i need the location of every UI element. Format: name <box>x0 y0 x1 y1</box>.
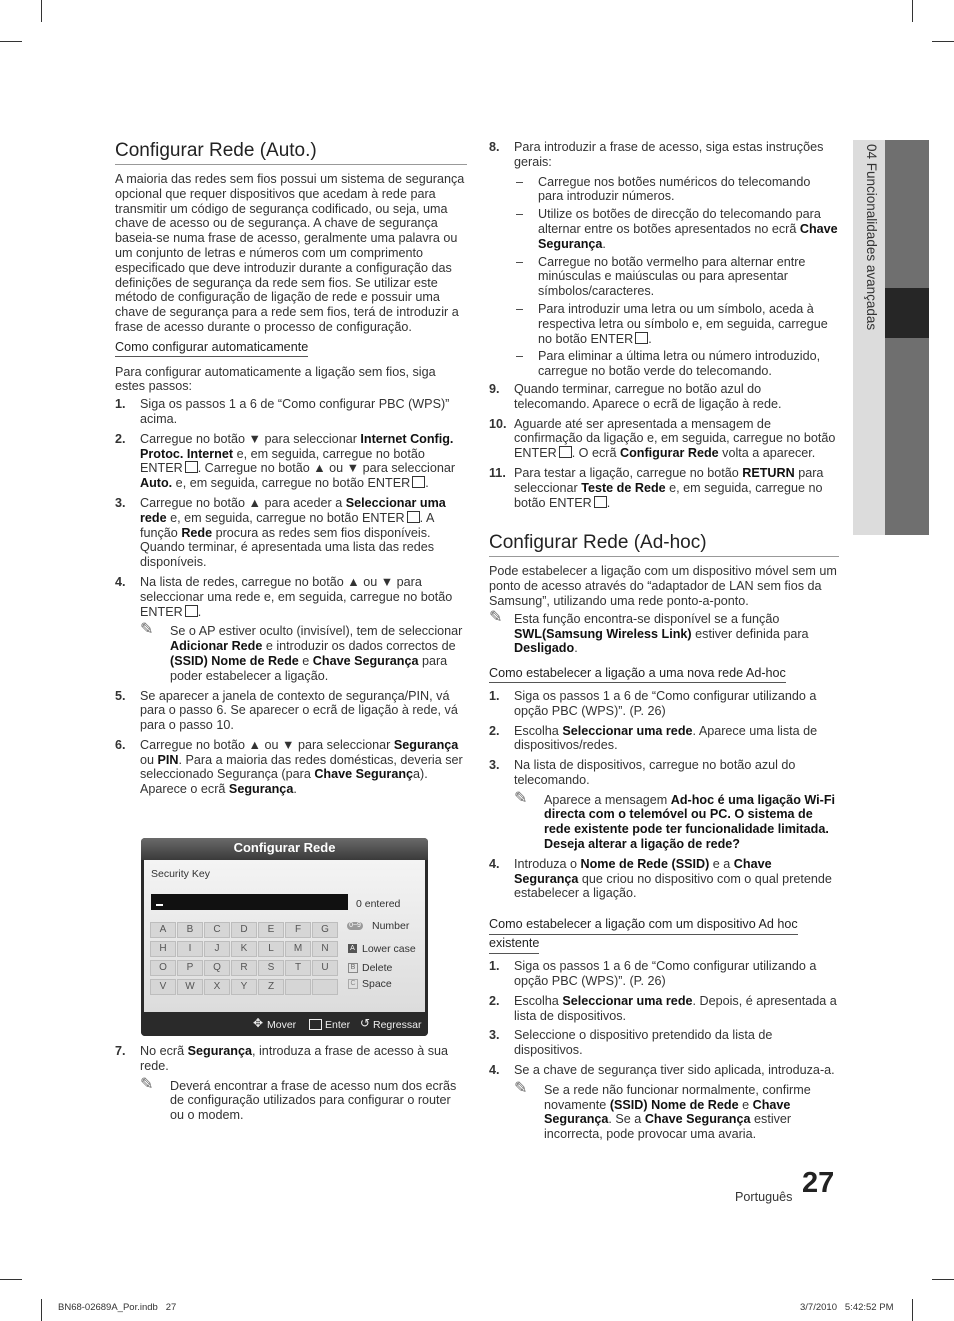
right-column <box>489 140 839 1142</box>
adhoc-step-2 <box>489 724 839 754</box>
dash: – <box>516 301 524 316</box>
yellow-button-icon: C <box>348 979 358 989</box>
option-space[interactable]: Space <box>362 978 392 990</box>
instruction-text: Para introduzir uma letra ou um símbolo, aceda à respectiva letra ou símbolo e, em seguida, carregue no botão <box>538 301 828 346</box>
pencil-note-icon: ✎ <box>140 621 154 639</box>
step-8 <box>489 140 839 379</box>
ui-term: PIN <box>157 752 179 767</box>
keyboard-key[interactable]: U <box>312 960 338 976</box>
footer-move: Mover <box>267 1019 297 1031</box>
pencil-note-icon: ✎ <box>514 789 528 807</box>
enter-icon <box>185 461 198 473</box>
step-text: Carregue no botão ▼ para seleccionar <box>140 431 361 446</box>
existing-step-2 <box>489 994 839 1024</box>
step-1 <box>115 397 467 427</box>
subheading-line-2: existente <box>489 935 539 954</box>
instruction-text: Utilize os botões de direcção do telecomando para alternar entre os botões apresentados no ecrã <box>538 207 821 236</box>
instruction-text: Carregue nos botões numéricos do telecomando para introduzir números. <box>538 174 811 204</box>
ui-term: (SSID) Nome de Rede <box>609 1097 739 1112</box>
dash: – <box>516 207 524 222</box>
note-text: Aparece a mensagem <box>544 792 671 807</box>
ui-term: Internet Config. Protoc. Internet <box>140 431 454 461</box>
keyboard-key[interactable]: Y <box>231 979 257 995</box>
step-text: Quando terminar, carregue no botão azul do telecomando. Aparece o ecrã de ligação à rede. <box>514 381 782 411</box>
keyboard-key[interactable] <box>285 979 311 995</box>
ui-term: Rede <box>181 525 213 540</box>
step-text: . Carregue no botão ▲ ou ▼ para seleccionar <box>197 461 456 476</box>
enter-label: ENTER <box>361 510 405 525</box>
step-text: Escolha <box>514 993 563 1008</box>
ui-term: Auto. <box>140 476 173 491</box>
keyboard-key[interactable]: T <box>285 960 311 976</box>
step-number: 11. <box>489 465 506 480</box>
footer-file: BN68-02689A_Por.indb 27 <box>58 1302 177 1313</box>
keyboard-key[interactable]: K <box>231 941 257 957</box>
step-text: , introduza a frase de acesso à sua rede. <box>140 1044 449 1073</box>
enter-icon <box>594 496 607 508</box>
option-delete[interactable]: Delete <box>362 962 393 974</box>
page-number: 27 <box>802 1167 835 1199</box>
step-text: Siga os passos 1 a 6 de “Como configurar PBC (WPS)” acima. <box>140 397 450 426</box>
step-number: 6. <box>115 737 126 752</box>
entered-count: 0 entered <box>356 898 401 910</box>
instruction-5 <box>514 349 839 379</box>
step-text: para seleccionar <box>514 465 824 495</box>
ui-term: RETURN <box>742 465 795 480</box>
screen-body <box>144 860 425 1012</box>
keyboard-key[interactable]: C <box>204 922 230 938</box>
instruction-2 <box>514 207 839 251</box>
step-6 <box>115 738 467 797</box>
ui-term: Teste de Rede <box>581 480 666 495</box>
left-column-bottom <box>115 1044 467 1123</box>
step-text: Seleccione o dispositivo pretendido da lista de dispositivos. <box>514 1028 773 1058</box>
dash: – <box>516 349 524 364</box>
step-text: Carregue no botão ▲ ou ▼ para seleccionar <box>140 737 394 752</box>
step-7 <box>115 1044 467 1123</box>
lead-paragraph: Para configurar automaticamente a ligação sem fios, siga estes passos: <box>115 364 436 394</box>
enter-label: ENTER <box>590 331 634 346</box>
note-text: para poder estabelecer a ligação. <box>170 653 448 683</box>
ui-term: Seleccionar uma rede <box>140 495 446 525</box>
enter-label: ENTER <box>140 461 183 476</box>
footer-date: 3/7/2010 5:42:52 PM <box>800 1302 894 1313</box>
security-key-input[interactable] <box>151 894 348 910</box>
dash: – <box>516 174 524 189</box>
keyboard-key[interactable]: E <box>258 922 284 938</box>
existing-step-4 <box>489 1063 839 1142</box>
section-title-adhoc: Configurar Rede (Ad-hoc) <box>489 532 839 557</box>
adhoc-intro: Pode estabelecer a ligação com um dispositivo móvel sem um ponto de acesso através do “adaptador de LAN sem fios da Samsung”, utilizando uma rede ponto-a-ponto. <box>489 564 837 608</box>
step-text: Se a chave de segurança tiver sido aplicada, introduza-a. <box>514 1063 835 1078</box>
step-number: 10. <box>489 416 507 431</box>
security-key-screen <box>141 838 428 1036</box>
footer-return: Regressar <box>373 1019 422 1031</box>
existing-step-3 <box>489 1028 839 1058</box>
crop-mark <box>41 0 42 22</box>
screen-footer <box>141 1012 428 1036</box>
enter-icon <box>407 511 420 523</box>
ui-term: Ad-hoc é uma ligação Wi-Fi directa com o telemóvel ou PC. O sistema de rede existente pode ter funcionalidade limitada. Deseja alterar a ligação de rede? <box>544 792 836 852</box>
instruction-4 <box>514 302 839 346</box>
side-tab-blocks <box>885 140 929 535</box>
step-5 <box>115 689 467 733</box>
instruction-text: . <box>602 236 606 251</box>
note-text: estiver incorrecta, pode provocar uma avaria. <box>544 1112 792 1142</box>
ui-term: Chave Segurança <box>514 856 772 886</box>
step-number: 2. <box>115 431 126 446</box>
step-number: 8. <box>489 140 500 154</box>
ui-term: (SSID) Nome de Rede <box>170 653 299 668</box>
step-number: 5. <box>115 688 126 703</box>
keyboard-key[interactable]: R <box>231 960 257 976</box>
ui-term: Chave Seguranç <box>314 767 414 782</box>
step-3 <box>115 496 467 570</box>
ui-term: Configurar Rede <box>619 446 719 461</box>
step-number: 3. <box>489 1028 500 1043</box>
step-text: Siga os passos 1 a 6 de “Como configurar utilizando a opção PBC (WPS)”. (P. 26) <box>514 688 817 718</box>
ui-term: Seleccionar uma rede <box>562 723 693 738</box>
note-text: Deverá encontrar a frase de acesso num dos ecrãs de configuração utilizados para configurar o router ou o modem. <box>170 1078 457 1123</box>
enter-icon <box>635 332 648 344</box>
chapter-tab-label: 04 Funcionalidades avançadas <box>863 144 879 331</box>
note-text: e <box>738 1097 753 1112</box>
step-text: . <box>425 476 429 491</box>
subheading-new-adhoc: Como estabelecer a ligação a uma nova rede Ad-hoc <box>489 666 786 683</box>
note-text: Se a rede não funcionar normalmente, confirme novamente <box>544 1082 811 1112</box>
crop-mark <box>41 1299 42 1321</box>
step-text: a). Aparece o ecrã <box>140 767 428 797</box>
instruction-text: . <box>648 331 652 346</box>
keyboard-key[interactable]: O <box>150 960 176 976</box>
step-number: 4. <box>115 574 126 589</box>
enter-icon <box>309 1019 322 1030</box>
instruction-3 <box>514 255 839 299</box>
left-column <box>115 140 467 797</box>
keyboard-key[interactable]: W <box>177 979 203 995</box>
step-text: procura as redes sem fios disponíveis. Quando terminar, é apresentada uma lista das redes disponíveis. <box>140 525 435 570</box>
step-text: Aguarde até ser apresentada a mensagem de confirmação da ligação e, em seguida, carregue no botão <box>514 416 836 446</box>
ui-term: Chave Segurança <box>644 1112 751 1127</box>
step-text: . Depois, é apresentada a lista de dispositivos. <box>514 993 837 1023</box>
ui-term: Desligado <box>514 641 575 656</box>
step-text: . <box>606 495 611 510</box>
note-text: . Se a <box>608 1112 645 1127</box>
step-number: 4. <box>489 1063 500 1078</box>
keyboard-key[interactable]: H <box>150 941 176 957</box>
step-text: ou <box>140 752 158 767</box>
enter-label: ENTER <box>140 604 183 619</box>
crop-mark <box>0 41 22 42</box>
keyboard-key[interactable]: V <box>150 979 176 995</box>
enter-label: ENTER <box>367 476 411 491</box>
step-number: 7. <box>115 1044 126 1058</box>
step-text: . <box>197 604 202 619</box>
step-text: e a <box>709 856 734 871</box>
text-cursor <box>156 904 163 906</box>
number-button-icon: 0~9 <box>347 922 363 930</box>
footer-enter: Enter <box>325 1019 351 1031</box>
adhoc-note <box>489 608 839 656</box>
ui-term: Chave Segurança <box>544 1097 791 1127</box>
instruction-text: Carregue no botão vermelho para alternar entre minúsculas e maiúsculas ou para apresentar símbolos/caracteres. <box>538 254 806 299</box>
step-text: . Aparece uma lista de dispositivos/redes. <box>514 723 818 753</box>
enter-label: ENTER <box>514 446 557 461</box>
keyboard-key[interactable]: N <box>312 941 338 957</box>
note-step-4 <box>140 621 467 683</box>
step-text: que criou no dispositivo com o qual pretende estabelecer a ligação. <box>514 871 832 901</box>
step-9 <box>489 382 839 412</box>
subheading-line-1: Como estabelecer a ligação com um dispositivo Ad hoc <box>489 916 798 935</box>
step-text: Para introduzir a frase de acesso, siga estas instruções gerais: <box>514 140 824 169</box>
adhoc-step-3 <box>489 758 839 852</box>
pencil-note-icon: ✎ <box>140 1075 154 1093</box>
keyboard-key[interactable]: F <box>285 922 311 938</box>
ui-term: Segurança <box>187 1044 253 1058</box>
keyboard-key[interactable]: X <box>204 979 230 995</box>
ui-term: Chave Segurança <box>312 653 419 668</box>
subheading-existing-adhoc <box>489 916 839 954</box>
step-number: 2. <box>489 723 500 738</box>
keyboard-key[interactable]: M <box>285 941 311 957</box>
step-number: 3. <box>115 495 126 510</box>
keyboard-key[interactable]: J <box>204 941 230 957</box>
existing-step-1 <box>489 959 839 989</box>
keyboard-key[interactable]: L <box>258 941 284 957</box>
option-number[interactable]: Number <box>372 920 410 932</box>
step-text: Na lista de redes, carregue no botão ▲ ou ▼ para seleccionar uma rede e, em seguida, carregue no botão <box>140 574 453 604</box>
dash: – <box>516 254 524 269</box>
crop-mark <box>0 1279 22 1280</box>
instruction-1 <box>514 175 839 205</box>
step-text: e, em seguida, carregue no botão <box>233 446 425 461</box>
ui-term: Segurança <box>228 782 294 797</box>
step-number: 2. <box>489 993 500 1008</box>
step-text: . Para a maioria das redes domésticas, deveria ser seleccionado Segurança (para <box>140 752 463 782</box>
note-text: . <box>574 641 578 656</box>
step-number: 9. <box>489 381 500 396</box>
keyboard-key[interactable] <box>312 979 338 995</box>
green-button-icon: B <box>348 963 358 973</box>
enter-icon <box>185 605 198 617</box>
step-11 <box>489 466 839 510</box>
keyboard-key[interactable]: Q <box>204 960 230 976</box>
step-10 <box>489 417 839 461</box>
crop-mark <box>912 1299 913 1321</box>
step-text: Escolha <box>514 723 563 738</box>
step-text: e, em seguida, carregue no botão <box>166 510 362 525</box>
note-text: estiver definida para <box>691 626 809 641</box>
pencil-note-icon: ✎ <box>489 608 503 626</box>
screen-titlebar <box>141 838 428 860</box>
keyboard-key[interactable]: P <box>177 960 203 976</box>
crop-mark <box>932 1279 954 1280</box>
step-text: Introduza o <box>514 856 581 871</box>
pencil-note-icon: ✎ <box>514 1079 528 1097</box>
note-text: e introduzir os dados correctos de <box>262 639 456 654</box>
step-text: Na lista de dispositivos, carregue no botão azul do telecomando. <box>514 758 796 787</box>
enter-icon <box>412 476 425 488</box>
keyboard-key[interactable]: Z <box>258 979 284 995</box>
crop-mark <box>932 41 954 42</box>
adhoc-step-4 <box>489 857 839 901</box>
chapter-tab[interactable] <box>853 140 885 535</box>
ui-term: Adicionar Rede <box>170 639 263 654</box>
option-lower-case[interactable]: Lower case <box>362 943 416 955</box>
ui-term: SWL(Samsung Wireless Link) <box>514 626 692 641</box>
step-text: . A função <box>140 510 434 540</box>
security-key-label: Security Key <box>151 868 210 880</box>
step-number: 1. <box>115 397 126 412</box>
step-number: 1. <box>489 959 500 974</box>
note-step-7 <box>140 1075 467 1123</box>
step-number: 4. <box>489 856 500 871</box>
step-text: No ecrã <box>140 1044 188 1058</box>
section-title-auto: Configurar Rede (Auto.) <box>115 140 467 165</box>
keyboard-key[interactable]: G <box>312 922 338 938</box>
step-text: e, em seguida, carregue no botão <box>514 480 823 510</box>
ui-term: Nome de Rede (SSID) <box>580 856 710 871</box>
crop-mark <box>912 0 913 22</box>
instruction-text: Para eliminar a última letra ou número introduzido, carregue no botão verde do telecomando. <box>538 349 821 379</box>
note-existing-step-4 <box>514 1079 839 1142</box>
step-text: . <box>293 782 297 797</box>
keyboard-key[interactable]: S <box>258 960 284 976</box>
intro-paragraph: A maioria das redes sem fios possui um sistema de segurança opcional que requer dispositivos que acedam à rede para transmitir um código de segurança codificado, ou seja, uma chave de acesso ou de segurança. A chave de segurança baseia-se numa frase de acesso, geralmente uma palavra ou um conjunto de letras e números com um comprimento especificado que deve introduzir durante a configuração das definições de segurança da rede sem fios. Se utilizar este método de configuração de ligação de rede e possuir uma chave de segurança para a rede sem fios, terá de introduzir a frase de acesso durante o processo de configuração. <box>115 172 465 334</box>
step-4 <box>115 575 467 684</box>
step-text: Se aparecer a janela de contexto de segurança/PIN, vá para o passo 6. Se aparecer o ecrã de ligação à rede, vá para o passo 10. <box>140 688 458 733</box>
note-text: Esta função encontra-se disponível se a função <box>514 611 780 626</box>
keyboard-key[interactable]: D <box>231 922 257 938</box>
step-2 <box>115 432 467 491</box>
subheading-auto: Como configurar automaticamente <box>115 340 308 357</box>
ui-term: Chave Segurança <box>538 221 838 251</box>
enter-icon <box>559 446 572 458</box>
note-text: Se o AP estiver oculto (invisível), tem de seleccionar <box>170 624 463 639</box>
move-arrows-icon: ✥ <box>253 1016 264 1030</box>
note-text: e <box>298 653 313 668</box>
screen-title: Configurar Rede <box>233 840 336 855</box>
ui-term: Segurança <box>393 737 459 752</box>
red-button-icon: A <box>348 944 357 953</box>
enter-label: ENTER <box>549 495 592 510</box>
step-text: volta a aparecer. <box>718 446 816 461</box>
step-text: Carregue no botão ▲ para aceder a <box>140 495 346 510</box>
keyboard-key[interactable]: B <box>177 922 203 938</box>
page-language: Português <box>735 1190 793 1204</box>
step-text: e, em seguida, carregue no botão <box>172 476 368 491</box>
step-text: Para testar a ligação, carregue no botão <box>514 465 743 480</box>
step-number: 3. <box>489 758 500 773</box>
keyboard-key[interactable]: I <box>177 941 203 957</box>
step-number: 1. <box>489 688 500 703</box>
adhoc-step-1 <box>489 689 839 719</box>
note-adhoc-step-3 <box>514 789 839 852</box>
keyboard-key[interactable]: A <box>150 922 176 938</box>
ui-term: Seleccionar uma rede <box>562 993 693 1008</box>
step-text: Siga os passos 1 a 6 de “Como configurar utilizando a opção PBC (WPS)”. (P. 26) <box>514 959 817 989</box>
step-text: . O ecrã <box>571 446 620 461</box>
return-icon: ↺ <box>360 1016 371 1030</box>
